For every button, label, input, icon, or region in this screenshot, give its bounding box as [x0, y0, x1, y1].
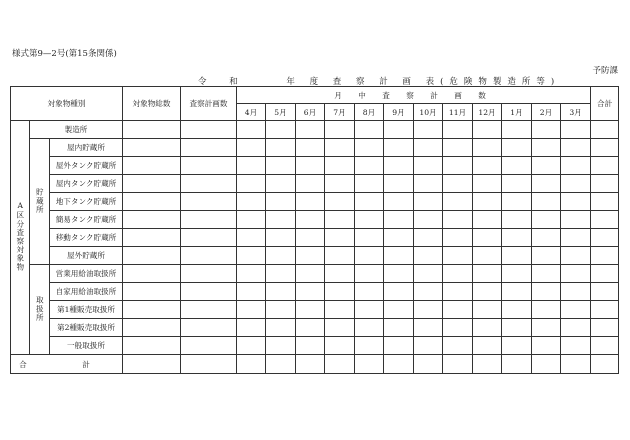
entry-cell[interactable]: [384, 247, 414, 265]
entry-cell[interactable]: [123, 319, 181, 337]
entry-cell[interactable]: [384, 193, 414, 211]
entry-cell[interactable]: [591, 193, 619, 211]
entry-cell[interactable]: [355, 355, 384, 374]
entry-cell[interactable]: [325, 301, 355, 319]
entry-cell[interactable]: [325, 139, 355, 157]
form-number: 様式第9—2号(第15条関係): [12, 49, 117, 59]
table-row: [11, 121, 619, 139]
row-label-storage: 移動タンク貯蔵所: [50, 229, 123, 247]
entry-cell[interactable]: [384, 175, 414, 193]
row-label-storage: 地下タンク貯蔵所: [50, 193, 123, 211]
row-label-storage: 屋外タンク貯蔵所: [50, 157, 123, 175]
entry-cell[interactable]: [473, 175, 502, 193]
entry-cell[interactable]: [237, 283, 266, 301]
entry-cell[interactable]: [443, 319, 473, 337]
entry-cell[interactable]: [561, 121, 591, 139]
entry-cell[interactable]: [502, 247, 532, 265]
entry-cell[interactable]: [414, 157, 443, 175]
entry-cell[interactable]: [414, 355, 443, 374]
entry-cell[interactable]: [355, 157, 384, 175]
entry-cell[interactable]: [123, 193, 181, 211]
entry-cell[interactable]: [237, 355, 266, 374]
entry-cell[interactable]: [296, 265, 325, 283]
row-label-storage: 屋外貯蔵所: [50, 247, 123, 265]
entry-cell[interactable]: [561, 193, 591, 211]
entry-cell[interactable]: [473, 247, 502, 265]
group-a-zone: [11, 121, 30, 355]
entry-cell[interactable]: [123, 283, 181, 301]
entry-cell[interactable]: [591, 337, 619, 355]
entry-cell[interactable]: [266, 283, 296, 301]
entry-cell[interactable]: [296, 319, 325, 337]
entry-cell[interactable]: [181, 139, 237, 157]
month-header-6: 9月: [384, 104, 414, 121]
entry-cell[interactable]: [384, 337, 414, 355]
entry-cell[interactable]: [266, 229, 296, 247]
entry-cell[interactable]: [266, 193, 296, 211]
entry-cell[interactable]: [266, 355, 296, 374]
entry-cell[interactable]: [443, 247, 473, 265]
entry-cell[interactable]: [296, 337, 325, 355]
entry-cell[interactable]: [325, 211, 355, 229]
entry-cell[interactable]: [296, 283, 325, 301]
entry-cell[interactable]: [266, 175, 296, 193]
table-row: [11, 247, 619, 265]
entry-cell[interactable]: [473, 139, 502, 157]
header-monthly-plan: 月 中 査 察 計 画 数: [237, 87, 591, 104]
row-label-storage: 簡易タンク貯蔵所: [50, 211, 123, 229]
entry-cell[interactable]: [443, 175, 473, 193]
group-storage-text: 貯蔵所: [35, 187, 45, 214]
entry-cell[interactable]: [355, 301, 384, 319]
entry-cell[interactable]: [325, 319, 355, 337]
entry-cell[interactable]: [443, 337, 473, 355]
entry-cell[interactable]: [532, 265, 561, 283]
month-header-4: 7月: [325, 104, 355, 121]
entry-cell[interactable]: [355, 319, 384, 337]
entry-cell[interactable]: [591, 283, 619, 301]
entry-cell[interactable]: [237, 337, 266, 355]
entry-cell[interactable]: [473, 229, 502, 247]
entry-cell[interactable]: [591, 355, 619, 374]
entry-cell[interactable]: [181, 229, 237, 247]
entry-cell[interactable]: [355, 175, 384, 193]
entry-cell[interactable]: [384, 355, 414, 374]
entry-cell[interactable]: [532, 121, 561, 139]
entry-cell[interactable]: [502, 301, 532, 319]
entry-cell[interactable]: [325, 247, 355, 265]
row-label-handling: 自家用給油取扱所: [50, 283, 123, 301]
entry-cell[interactable]: [237, 121, 266, 139]
entry-cell[interactable]: [325, 175, 355, 193]
entry-cell[interactable]: [123, 337, 181, 355]
entry-cell[interactable]: [181, 211, 237, 229]
row-label-handling: 営業用給油取扱所: [50, 265, 123, 283]
entry-cell[interactable]: [561, 211, 591, 229]
entry-cell[interactable]: [325, 193, 355, 211]
entry-cell[interactable]: [473, 319, 502, 337]
entry-cell[interactable]: [443, 265, 473, 283]
entry-cell[interactable]: [473, 193, 502, 211]
entry-cell[interactable]: [502, 175, 532, 193]
entry-cell[interactable]: [296, 175, 325, 193]
entry-cell[interactable]: [414, 139, 443, 157]
entry-cell[interactable]: [237, 211, 266, 229]
entry-cell[interactable]: [561, 319, 591, 337]
entry-cell[interactable]: [443, 193, 473, 211]
entry-cell[interactable]: [355, 247, 384, 265]
entry-cell[interactable]: [123, 265, 181, 283]
entry-cell[interactable]: [296, 247, 325, 265]
entry-cell[interactable]: [502, 355, 532, 374]
entry-cell[interactable]: [181, 175, 237, 193]
entry-cell[interactable]: [384, 229, 414, 247]
entry-cell[interactable]: [561, 301, 591, 319]
table-row: [11, 337, 619, 355]
entry-cell[interactable]: [296, 139, 325, 157]
entry-cell[interactable]: [502, 157, 532, 175]
entry-cell[interactable]: [591, 247, 619, 265]
month-header-7: 10月: [414, 104, 443, 121]
month-header-1: 4月: [237, 104, 266, 121]
entry-cell[interactable]: [325, 229, 355, 247]
entry-cell[interactable]: [266, 319, 296, 337]
entry-cell[interactable]: [473, 157, 502, 175]
entry-cell[interactable]: [414, 211, 443, 229]
entry-cell[interactable]: [237, 247, 266, 265]
entry-cell[interactable]: [561, 229, 591, 247]
entry-cell[interactable]: [591, 211, 619, 229]
entry-cell[interactable]: [181, 319, 237, 337]
entry-cell[interactable]: [181, 247, 237, 265]
entry-cell[interactable]: [266, 211, 296, 229]
entry-cell[interactable]: [237, 175, 266, 193]
entry-cell[interactable]: [355, 283, 384, 301]
entry-cell[interactable]: [502, 337, 532, 355]
entry-cell[interactable]: [443, 301, 473, 319]
entry-cell[interactable]: [266, 121, 296, 139]
entry-cell[interactable]: [591, 319, 619, 337]
department-label: 予防課: [592, 66, 618, 76]
entry-cell[interactable]: [591, 157, 619, 175]
month-header-9: 12月: [473, 104, 502, 121]
entry-cell[interactable]: [237, 157, 266, 175]
entry-cell[interactable]: [591, 301, 619, 319]
entry-cell[interactable]: [325, 337, 355, 355]
entry-cell[interactable]: [443, 283, 473, 301]
entry-cell[interactable]: [591, 121, 619, 139]
entry-cell[interactable]: [414, 319, 443, 337]
entry-cell[interactable]: [237, 193, 266, 211]
entry-cell[interactable]: [181, 121, 237, 139]
entry-cell[interactable]: [532, 139, 561, 157]
entry-cell[interactable]: [237, 301, 266, 319]
entry-cell[interactable]: [355, 193, 384, 211]
entry-cell[interactable]: [384, 319, 414, 337]
entry-cell[interactable]: [591, 265, 619, 283]
entry-cell[interactable]: [414, 247, 443, 265]
entry-cell[interactable]: [502, 139, 532, 157]
entry-cell[interactable]: [237, 265, 266, 283]
row-label-storage: 屋内タンク貯蔵所: [50, 175, 123, 193]
entry-cell[interactable]: [502, 319, 532, 337]
entry-cell[interactable]: [181, 265, 237, 283]
entry-cell[interactable]: [181, 301, 237, 319]
entry-cell[interactable]: [384, 139, 414, 157]
header-inspection-plan-count: 査察計画数: [181, 87, 237, 121]
entry-cell[interactable]: [355, 229, 384, 247]
entry-cell[interactable]: [123, 211, 181, 229]
entry-cell[interactable]: [532, 157, 561, 175]
entry-cell[interactable]: [296, 301, 325, 319]
entry-cell[interactable]: [414, 193, 443, 211]
table-row: [11, 157, 619, 175]
table-row: [11, 283, 619, 301]
month-header-8: 11月: [443, 104, 473, 121]
entry-cell[interactable]: [473, 121, 502, 139]
entry-cell[interactable]: [473, 355, 502, 374]
entry-cell[interactable]: [443, 157, 473, 175]
header-sum: 合計: [591, 87, 619, 121]
entry-cell[interactable]: [384, 301, 414, 319]
row-label-handling: 第1種販売取扱所: [50, 301, 123, 319]
entry-cell[interactable]: [123, 139, 181, 157]
title-era: 令 和: [198, 77, 248, 87]
entry-cell[interactable]: [414, 121, 443, 139]
entry-cell[interactable]: [181, 157, 237, 175]
entry-cell[interactable]: [414, 229, 443, 247]
table-row: [11, 193, 619, 211]
entry-cell[interactable]: [237, 319, 266, 337]
entry-cell[interactable]: [296, 121, 325, 139]
table-row: [11, 175, 619, 193]
header-total-objects: 対象物総数: [123, 87, 181, 121]
entry-cell[interactable]: [384, 211, 414, 229]
entry-cell[interactable]: [123, 247, 181, 265]
entry-cell[interactable]: [237, 229, 266, 247]
header-category: 対象物種別: [11, 87, 123, 121]
table-row: [11, 319, 619, 337]
entry-cell[interactable]: [325, 265, 355, 283]
entry-cell[interactable]: [561, 175, 591, 193]
month-header-10: 1月: [502, 104, 532, 121]
entry-cell[interactable]: [355, 211, 384, 229]
entry-cell[interactable]: [502, 193, 532, 211]
entry-cell[interactable]: [561, 337, 591, 355]
row-label-handling: 第2種販売取扱所: [50, 319, 123, 337]
entry-cell[interactable]: [123, 175, 181, 193]
entry-cell[interactable]: [561, 265, 591, 283]
entry-cell[interactable]: [296, 157, 325, 175]
entry-cell[interactable]: [502, 229, 532, 247]
entry-cell[interactable]: [561, 139, 591, 157]
entry-cell[interactable]: [473, 301, 502, 319]
table-row: [11, 301, 619, 319]
table-row: [11, 211, 619, 229]
total-row: [11, 355, 619, 374]
entry-cell[interactable]: [181, 193, 237, 211]
inspection-plan-table: [10, 86, 619, 374]
entry-cell[interactable]: [532, 229, 561, 247]
total-label: [11, 355, 123, 374]
entry-cell[interactable]: [561, 355, 591, 374]
entry-cell[interactable]: [414, 301, 443, 319]
entry-cell[interactable]: [355, 121, 384, 139]
entry-cell[interactable]: [325, 283, 355, 301]
entry-cell[interactable]: [532, 301, 561, 319]
group-handling: [30, 265, 50, 355]
month-header-2: 5月: [266, 104, 296, 121]
row-label-handling: 一般取扱所: [50, 337, 123, 355]
entry-cell[interactable]: [443, 121, 473, 139]
entry-cell[interactable]: [123, 355, 181, 374]
entry-cell[interactable]: [414, 265, 443, 283]
entry-cell[interactable]: [473, 337, 502, 355]
group-a-zone-text: A区分査察対象物: [15, 201, 25, 272]
entry-cell[interactable]: [414, 337, 443, 355]
entry-cell[interactable]: [502, 283, 532, 301]
entry-cell[interactable]: [325, 121, 355, 139]
entry-cell[interactable]: [414, 283, 443, 301]
entry-cell[interactable]: [181, 355, 237, 374]
entry-cell[interactable]: [502, 211, 532, 229]
entry-cell[interactable]: [591, 175, 619, 193]
entry-cell[interactable]: [561, 247, 591, 265]
month-header-11: 2月: [532, 104, 561, 121]
row-label-storage: 屋内貯蔵所: [50, 139, 123, 157]
month-header-3: 6月: [296, 104, 325, 121]
entry-cell[interactable]: [532, 337, 561, 355]
entry-cell[interactable]: [325, 355, 355, 374]
entry-cell[interactable]: [266, 139, 296, 157]
entry-cell[interactable]: [266, 301, 296, 319]
entry-cell[interactable]: [266, 337, 296, 355]
entry-cell[interactable]: [443, 211, 473, 229]
entry-cell[interactable]: [296, 229, 325, 247]
entry-cell[interactable]: [473, 283, 502, 301]
entry-cell[interactable]: [296, 193, 325, 211]
entry-cell[interactable]: [443, 355, 473, 374]
entry-cell[interactable]: [532, 283, 561, 301]
entry-cell[interactable]: [266, 265, 296, 283]
entry-cell[interactable]: [502, 265, 532, 283]
entry-cell[interactable]: [591, 139, 619, 157]
entry-cell[interactable]: [266, 157, 296, 175]
entry-cell[interactable]: [532, 193, 561, 211]
entry-cell[interactable]: [384, 121, 414, 139]
month-header-5: 8月: [355, 104, 384, 121]
entry-cell[interactable]: [384, 157, 414, 175]
entry-cell[interactable]: [384, 283, 414, 301]
row-label-manufacturing: 製造所: [30, 121, 123, 139]
entry-cell[interactable]: [123, 157, 181, 175]
entry-cell[interactable]: [296, 355, 325, 374]
entry-cell[interactable]: [532, 175, 561, 193]
group-handling-text: 取扱所: [35, 295, 45, 322]
entry-cell[interactable]: [561, 283, 591, 301]
entry-cell[interactable]: [325, 157, 355, 175]
entry-cell[interactable]: [473, 211, 502, 229]
entry-cell[interactable]: [532, 247, 561, 265]
table-row: [11, 139, 619, 157]
entry-cell[interactable]: [296, 211, 325, 229]
entry-cell[interactable]: [414, 175, 443, 193]
entry-cell[interactable]: [502, 121, 532, 139]
entry-cell[interactable]: [443, 139, 473, 157]
month-header-12: 3月: [561, 104, 591, 121]
entry-cell[interactable]: [443, 229, 473, 247]
entry-cell[interactable]: [355, 265, 384, 283]
entry-cell[interactable]: [532, 211, 561, 229]
entry-cell[interactable]: [591, 229, 619, 247]
entry-cell[interactable]: [355, 337, 384, 355]
entry-cell[interactable]: [181, 337, 237, 355]
entry-cell[interactable]: [384, 265, 414, 283]
table-row: [11, 265, 619, 283]
entry-cell[interactable]: [123, 121, 181, 139]
entry-cell[interactable]: [237, 139, 266, 157]
title-main: 年 度 査 察 計 画 表(危険物製造所等): [286, 77, 561, 87]
entry-cell[interactable]: [123, 229, 181, 247]
entry-cell[interactable]: [473, 265, 502, 283]
entry-cell[interactable]: [123, 301, 181, 319]
total-label-text: 合 計: [19, 359, 114, 369]
entry-cell[interactable]: [355, 139, 384, 157]
table-row: [11, 229, 619, 247]
entry-cell[interactable]: [532, 319, 561, 337]
entry-cell[interactable]: [561, 157, 591, 175]
group-storage: [30, 139, 50, 265]
entry-cell[interactable]: [532, 355, 561, 374]
entry-cell[interactable]: [266, 247, 296, 265]
entry-cell[interactable]: [181, 283, 237, 301]
